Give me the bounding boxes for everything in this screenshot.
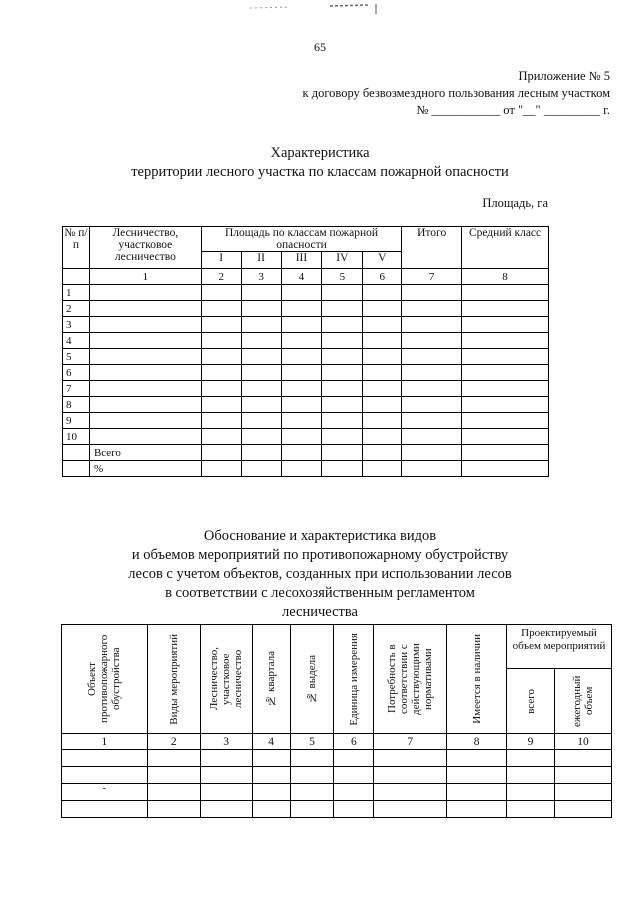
col-number: 2 (201, 269, 241, 285)
col-number: 8 (462, 269, 549, 285)
table-row (63, 349, 549, 365)
table2-title-line5: лесничества (282, 604, 358, 620)
table-row (63, 285, 549, 301)
header-need: Потребность в соответствии с действующими нормативами (374, 625, 447, 734)
col-number: 7 (402, 269, 462, 285)
row-number: 6 (63, 365, 90, 381)
row-mark: - (62, 784, 148, 801)
table-row (62, 767, 612, 784)
class-header: I (201, 252, 241, 269)
row-number: 1 (63, 285, 90, 301)
table-row (63, 381, 549, 397)
row-number: 8 (63, 397, 90, 413)
header-planned-annual: ежегодный объем (554, 669, 611, 734)
table-row (63, 365, 549, 381)
header-forestry: Лесничество, участковое лесничество (89, 227, 201, 269)
table1-title-line1: Характеристика (270, 145, 370, 161)
col-number: 10 (554, 734, 611, 750)
row-number: 5 (63, 349, 90, 365)
header-num: № п/п (63, 227, 90, 269)
table2-title-line3: лесов с учетом объектов, созданных при использовании лесов (128, 566, 512, 582)
col-number: 4 (281, 269, 322, 285)
col-number: 9 (507, 734, 555, 750)
table-row (62, 801, 612, 818)
header-forestry: Лесничество, участковое лесничество (200, 625, 252, 734)
col-number: 1 (62, 734, 148, 750)
page-number: 65 (314, 40, 326, 54)
total-label: Всего (89, 445, 201, 461)
fire-class-table (62, 226, 549, 477)
column-numbers-row (63, 269, 549, 285)
table1-title (0, 144, 640, 182)
class-header: II (241, 252, 281, 269)
table-row (63, 413, 549, 429)
row-number: 4 (63, 333, 90, 349)
table2-title-line1: Обоснование и характеристика видов (203, 528, 437, 544)
col-number: 6 (334, 734, 374, 750)
col-number: 6 (363, 269, 402, 285)
col-number: 5 (322, 269, 363, 285)
appendix-contract: к договору безвозмездного пользования лесным участком (302, 86, 610, 100)
col-number: 5 (290, 734, 334, 750)
table-row (63, 301, 549, 317)
table2-title (0, 527, 640, 622)
header-available: Имеется в наличии (447, 625, 507, 734)
appendix-title: Приложение № 5 (518, 69, 610, 83)
table-row (63, 333, 549, 349)
header-planned-total: всего (507, 669, 555, 734)
column-numbers-row (62, 734, 612, 750)
class-header: IV (322, 252, 363, 269)
col-number: 3 (241, 269, 281, 285)
class-header: III (281, 252, 322, 269)
header-object: Объект противопожарного обустройства (62, 625, 148, 734)
table-row (62, 750, 612, 767)
unit-label: Площадь, га (482, 196, 548, 210)
row-number: 10 (63, 429, 90, 445)
col-number: 2 (147, 734, 200, 750)
class-header: V (363, 252, 402, 269)
table-row (63, 397, 549, 413)
header-area: Площадь по классам пожарной опасности (201, 227, 401, 252)
appendix-number-date: № ___________ от "__" _________ г. (416, 103, 610, 117)
header-quarter: № квартала (252, 625, 290, 734)
col-number: 8 (447, 734, 507, 750)
col-number: 3 (200, 734, 252, 750)
header-unit: Единица измерения (334, 625, 374, 734)
header-types: Виды мероприятий (147, 625, 200, 734)
percent-label: % (89, 461, 201, 477)
percent-row (63, 461, 549, 477)
header-avg-class: Средний класс (462, 227, 549, 269)
appendix-header (303, 68, 610, 119)
header-planned: Проектируемый объем мероприятий (507, 625, 612, 669)
row-number: 7 (63, 381, 90, 397)
table-row (62, 784, 612, 801)
total-row (63, 445, 549, 461)
header-plot: № выдела (290, 625, 334, 734)
row-number: 3 (63, 317, 90, 333)
table2-title-line2: и объемов мероприятий по противопожарному обустройству (131, 547, 509, 563)
scan-artifact (230, 2, 390, 14)
row-number: 9 (63, 413, 90, 429)
table1-title-line2: территории лесного участка по классам пожарной опасности (131, 164, 509, 180)
fire-measures-table (61, 624, 612, 818)
row-number: 2 (63, 301, 90, 317)
table2-title-line4: в соответствии с лесохозяйственным регламентом (165, 585, 475, 601)
table-row (63, 317, 549, 333)
col-number: 1 (89, 269, 201, 285)
header-total: Итого (402, 227, 462, 269)
col-number: 4 (252, 734, 290, 750)
col-number: 7 (374, 734, 447, 750)
table-row (63, 429, 549, 445)
